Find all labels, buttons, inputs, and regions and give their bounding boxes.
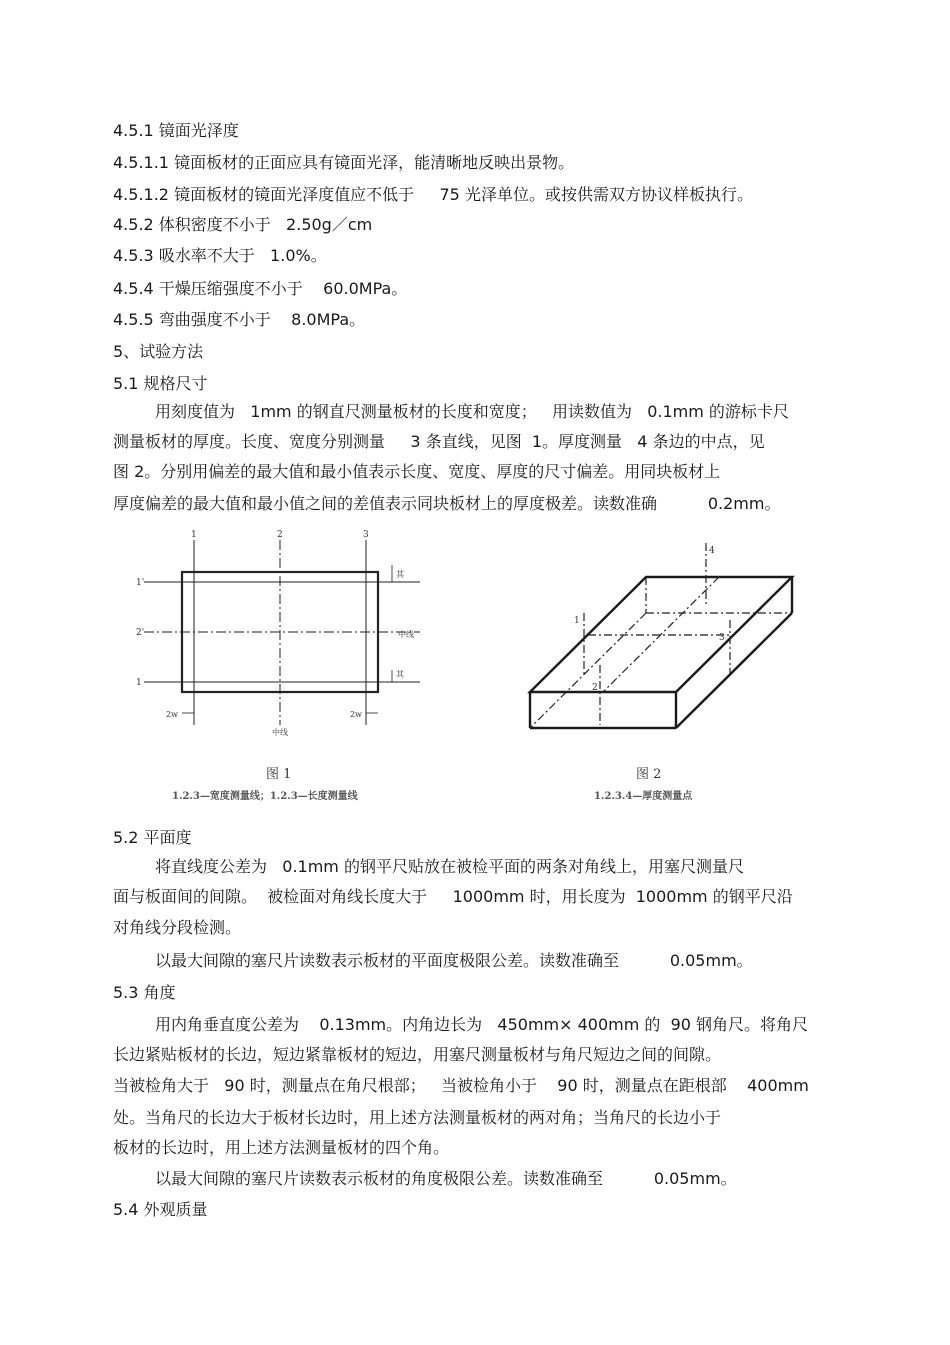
fig1-bottom-label: 2w xyxy=(350,710,362,719)
text-line: 将直线度公差为 0.1mm 的钢平尺贴放在被检平面的两条对角线上，用塞尺测量尺 xyxy=(155,857,744,876)
text-line: 厚度偏差的最大值和最小值之间的差值表示同块板材上的厚度极差。读数准确 0.2mm。 xyxy=(113,494,781,513)
figure-1-subcaption: 1.2.3—宽度测量线；1.2.3—长度测量线 xyxy=(172,791,358,802)
text-line: 4.5.2 体积密度不小于 2.50g／cm xyxy=(113,215,373,234)
fig1-left-label: 2' xyxy=(136,628,145,638)
hidden-edge xyxy=(530,613,646,728)
point-label: 4 xyxy=(709,546,715,556)
slab-edge xyxy=(676,613,792,728)
fig1-top-label: 3 xyxy=(363,530,369,540)
text-line: 4.5.1.1 镜面板材的正面应具有镜面光泽，能清晰地反映出景物。 xyxy=(113,153,575,172)
text-line: 以最大间隙的塞尺片读数表示板材的平面度极限公差。读数准确至 0.05mm。 xyxy=(155,951,753,970)
text-line: 4.5.1.2 镜面板材的镜面光泽度值应不低于 75 光泽单位。或按供需双方协议样板执行。 xyxy=(113,185,753,204)
text-line: 当被检角大于 90 时，测量点在角尺根部； 当被检角小于 90 时，测量点在距根部 400mm xyxy=(113,1076,809,1095)
figure-1-caption: 图 1 xyxy=(266,767,292,782)
fig1-right-label: 其 xyxy=(396,670,404,679)
figure-2-caption: 图 2 xyxy=(636,767,662,782)
point-label: 1 xyxy=(574,616,580,626)
text-line: 5.4 外观质量 xyxy=(113,1200,208,1219)
fig1-left-label: 1' xyxy=(136,578,145,588)
fig1-top-label: 2 xyxy=(277,530,283,540)
text-line: 4.5.5 弯曲强度不小于 8.0MPa。 xyxy=(113,310,366,329)
text-line: 处。当角尺的长边大于板材长边时，用上述方法测量板材的两对角；当角尺的长边小于 xyxy=(113,1108,722,1127)
text-line: 4.5.3 吸水率不大于 1.0%。 xyxy=(113,246,327,265)
fig1-left-label: 1 xyxy=(136,678,142,688)
text-line: 5.2 平面度 xyxy=(113,828,192,847)
text-line: 5、试验方法 xyxy=(113,342,204,361)
text-line: 5.1 规格尺寸 xyxy=(113,374,208,393)
fig1-right-label: 其 xyxy=(396,570,404,579)
text-line: 以最大间隙的塞尺片读数表示板材的角度极限公差。读数准确至 0.05mm。 xyxy=(155,1169,737,1188)
text-line: 测量板材的厚度。长度、宽度分别测量 3 条直线，见图 1。厚度测量 4 条边的中点，见 xyxy=(113,432,765,451)
text-line: 用刻度值为 1mm 的钢直尺测量板材的长度和宽度； 用读数值为 0.1mm 的游标卡尺 xyxy=(155,402,789,421)
point-label: 2 xyxy=(592,683,598,693)
point-label: 3 xyxy=(719,633,725,643)
text-line: 4.5.4 干燥压缩强度不小于 60.0MPa。 xyxy=(113,279,408,298)
text-line: 5.3 角度 xyxy=(113,983,176,1002)
figures-area xyxy=(120,525,840,815)
text-line: 用内角垂直度公差为 0.13mm。内角边长为 450mm× 400mm 的 90 钢角尺。将角尺 xyxy=(155,1015,809,1034)
text-line: 4.5.1 镜面光泽度 xyxy=(113,121,239,140)
figure-2-diagram xyxy=(520,525,820,755)
fig1-top-label: 1 xyxy=(191,530,197,540)
text-line: 长边紧贴板材的长边，短边紧靠板材的短边，用塞尺测量板材与角尺短边之间的间隙。 xyxy=(113,1045,722,1064)
text-line: 对角线分段检测。 xyxy=(113,918,242,937)
text-line: 面与板面间的间隙。 被检面对角线长度大于 1000mm 时，用长度为 1000mm 的钢平尺沿 xyxy=(113,887,793,906)
fig1-bottom-label: 2w xyxy=(166,710,178,719)
figure-2-subcaption: 1.2.3.4—厚度测量点 xyxy=(594,791,693,802)
figure-1-diagram xyxy=(130,525,430,755)
text-line: 图 2。分别用偏差的最大值和最小值表示长度、宽度、厚度的尺寸偏差。用同块板材上 xyxy=(113,462,721,481)
fig1-right-label: 中线 xyxy=(398,630,414,639)
fig1-center-label: 中线 xyxy=(272,728,288,737)
text-line: 板材的长边时，用上述方法测量板材的四个角。 xyxy=(113,1138,450,1157)
